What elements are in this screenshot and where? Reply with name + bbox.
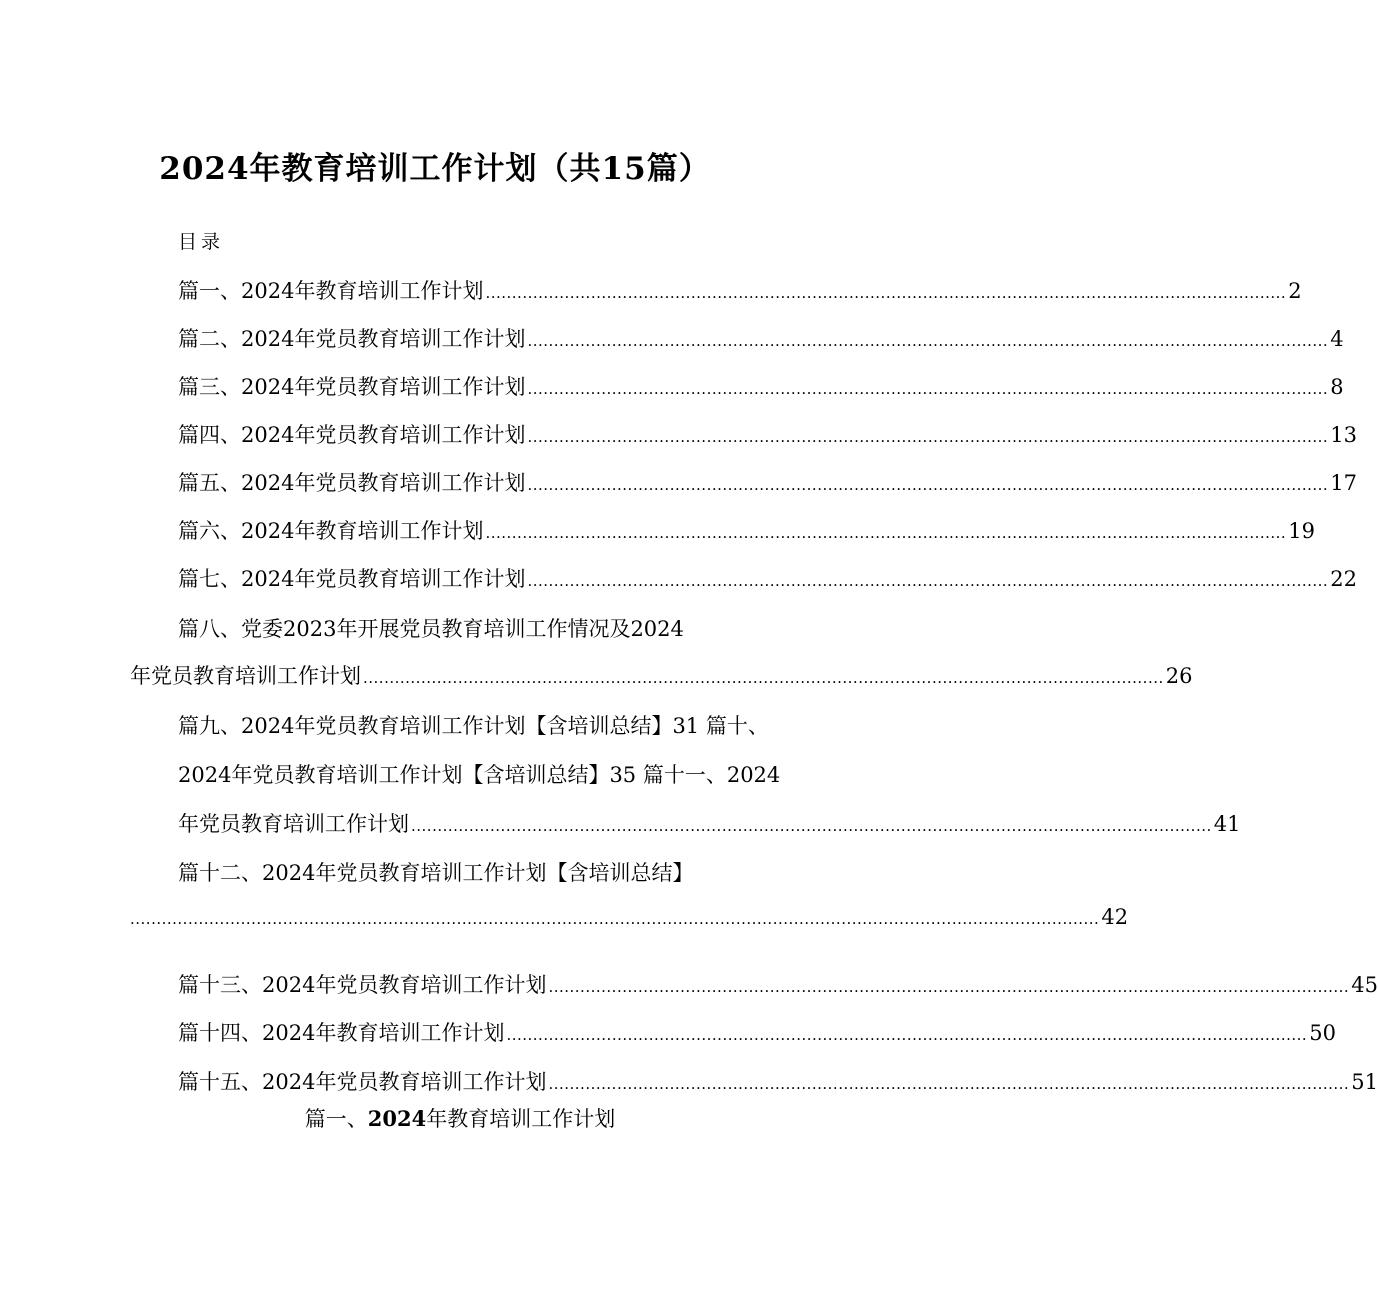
toc-entry[interactable] (178, 1017, 1336, 1047)
toc-entry[interactable] (178, 467, 1357, 497)
section-heading (0, 1103, 920, 1133)
toc-entry-page: 51 (1351, 1070, 1378, 1094)
toc-leader-dots: ........................................................................................................................................................ (485, 524, 1287, 542)
toc-entry-title[interactable]: 篇八、党委2023年开展党员教育培训工作情况及2024 (178, 617, 684, 641)
toc-entry-page: 45 (1351, 973, 1378, 997)
toc-entry-title[interactable]: 2024年党员教育培训工作计划【含培训总结】35 篇十一、2024 (178, 763, 781, 787)
toc-entry-title: 篇十三、2024年党员教育培训工作计划 (178, 973, 547, 997)
toc-leader-dots: ........................................................................................................................................................................................ (130, 910, 1100, 928)
toc-entry[interactable] (178, 323, 1344, 353)
toc-entry[interactable] (178, 371, 1344, 401)
toc-entry-title: 篇七、2024年党员教育培训工作计划 (178, 567, 526, 591)
toc-entry[interactable] (130, 905, 1129, 935)
toc-leader-dots: ........................................................................................................................................................ (363, 669, 1164, 687)
toc-entry-title: 篇十四、2024年教育培训工作计划 (178, 1021, 505, 1045)
toc-leader-dots: ........................................................................................................................................................ (485, 284, 1287, 302)
toc-leader-dots: ........................................................................................................................................................ (527, 428, 1329, 446)
toc-entry[interactable] (178, 1066, 1378, 1096)
toc-entry-title: 篇五、2024年党员教育培训工作计划 (178, 471, 526, 495)
toc-entry-page: 2 (1288, 279, 1302, 303)
toc-entry-title: 篇四、2024年党员教育培训工作计划 (178, 423, 526, 447)
toc-entry-page: 17 (1330, 471, 1357, 495)
toc-entry-title[interactable]: 篇十二、2024年党员教育培训工作计划【含培训总结】 (178, 861, 694, 885)
toc-leader-dots: ........................................................................................................................................................ (506, 1026, 1308, 1044)
toc-leader-dots: ........................................................................................................................................................ (548, 978, 1350, 996)
toc-leader-dots: ........................................................................................................................................................ (527, 572, 1329, 590)
toc-entry[interactable] (178, 275, 1302, 305)
section-heading-year: 2024 (367, 1106, 427, 1131)
toc-leader-dots: ........................................................................................................................................................ (527, 380, 1329, 398)
toc-entry[interactable] (130, 660, 1193, 690)
toc-leader-dots: ........................................................................................................................................................ (527, 332, 1329, 350)
toc-entry[interactable] (178, 515, 1315, 545)
section-heading-rest: 年教育培训工作计划 (426, 1107, 616, 1131)
toc-entry-title: 年党员教育培训工作计划 (130, 664, 361, 688)
toc-leader-dots: ........................................................................................................................................................ (548, 1075, 1350, 1093)
document-title: 2024年教育培训工作计划（共15篇） (159, 151, 711, 187)
toc-entry-page: 13 (1330, 423, 1357, 447)
toc-entry-title: 篇二、2024年党员教育培训工作计划 (178, 327, 526, 351)
toc-entry[interactable] (178, 969, 1378, 999)
section-heading-prefix: 篇一、 (304, 1107, 368, 1131)
toc-entry-title: 篇六、2024年教育培训工作计划 (178, 519, 484, 543)
toc-entry[interactable] (178, 419, 1357, 449)
toc-entry-title: 篇一、2024年教育培训工作计划 (178, 279, 484, 303)
toc-entry-title: 篇三、2024年党员教育培训工作计划 (178, 375, 526, 399)
toc-entry-page: 42 (1101, 905, 1129, 929)
toc-entry-page: 19 (1288, 519, 1315, 543)
toc-entry-page: 4 (1330, 327, 1344, 351)
toc-entry-title: 篇十五、2024年党员教育培训工作计划 (178, 1070, 547, 1094)
toc-entry-page: 8 (1330, 375, 1344, 399)
toc-entry[interactable] (178, 808, 1241, 838)
toc-entry[interactable] (178, 563, 1357, 593)
toc-entry-page: 22 (1330, 567, 1357, 591)
toc-label: 目录 (178, 231, 225, 253)
toc-entry-page: 50 (1309, 1021, 1336, 1045)
toc-entry-page: 41 (1213, 812, 1241, 836)
toc-entry-title[interactable]: 篇九、2024年党员教育培训工作计划【含培训总结】31 篇十、 (178, 714, 769, 738)
toc-entry-title: 年党员教育培训工作计划 (178, 812, 409, 836)
toc-leader-dots: ........................................................................................................................................................ (527, 476, 1329, 494)
toc-leader-dots: ........................................................................................................................................................ (411, 817, 1212, 835)
toc-entry-page: 26 (1165, 664, 1193, 688)
